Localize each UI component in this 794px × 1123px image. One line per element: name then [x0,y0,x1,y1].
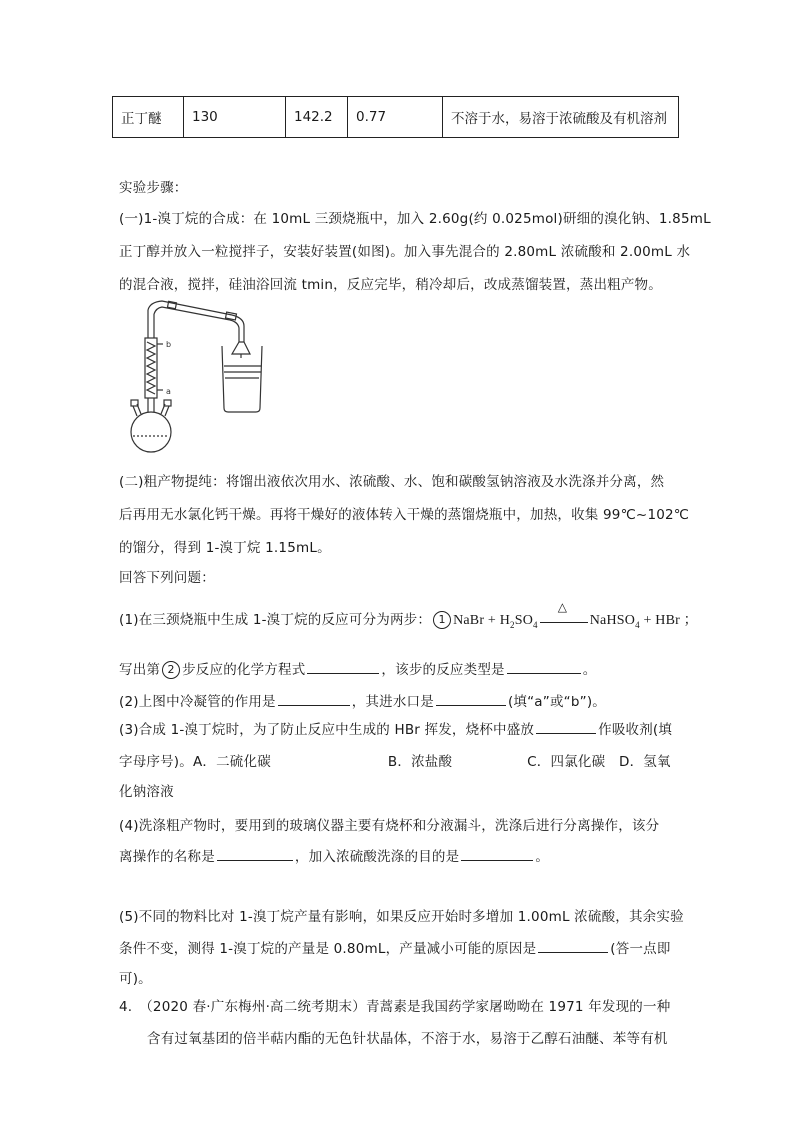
table-cell-name: 正丁醚 [113,97,184,138]
properties-table [112,96,679,138]
question-5: 条件不变，测得 1-溴丁烷的产量是 0.80mL，产量减小可能的原因是 (答一点即 [119,937,671,957]
reflux-apparatus-figure [128,298,268,460]
answer-prompt: 回答下列问题： [119,570,215,586]
table-cell-value: 0.77 [348,97,443,138]
question-5: 可)。 [119,971,152,987]
answer-blank[interactable] [538,938,608,953]
step1-line: 的混合液，搅拌，硅油浴回流 tmin，反应完毕，稍冷却后，改成蒸馏装置，蒸出粗产物。 [119,277,662,293]
answer-blank[interactable] [278,691,350,706]
question-4: 离操作的名称是 ，加入浓硫酸洗涤的目的是 。 [119,845,549,865]
step1-line: (一)1-溴丁烷的合成：在 10mL 三颈烧瓶中，加入 2.60g(约 0.025mol)研细的溴化钠、1.85mL [119,211,711,227]
table-cell-solubility: 不溶于水，易溶于浓硫酸及有机溶剂 [443,97,679,138]
reaction-equation: NaBr + $H_2SO_4$ △ NaHSO$_4$ + HBr ； [453,599,698,630]
question-1b: 写出第 2 步反应的化学方程式 ，该步的反应类型是 。 [119,658,596,679]
step2-line: 后再用无水氯化钙干燥。再将干燥好的液体转入干燥的蒸馏烧瓶中，加热，收集 99℃~102℃ [119,507,690,523]
inlet-label-b: b [166,340,172,349]
question-3-options: 字母序号)。A．二硫化碳 B．浓盐酸 C．四氯化碳 D．氢氧 [119,754,671,770]
problem-4: 4. （2020 春·广东梅州·高二统考期末）青蒿素是我国药学家屠呦呦在 1971 年发现的一种 [119,999,671,1015]
answer-blank[interactable] [307,659,379,674]
answer-blank[interactable] [461,846,533,861]
table-cell-value: 142.2 [286,97,348,138]
answer-blank[interactable] [536,719,596,734]
question-3: (3)合成 1-溴丁烷时，为了防止反应中生成的 HBr 挥发，烧杯中盛放 作吸收剂(填 [119,718,672,738]
answer-blank[interactable] [436,691,506,706]
inlet-label-a: a [166,387,171,396]
table-row [113,97,679,138]
step1-line: 正丁醇并放入一粒搅拌子，安装好装置(如图)。加入事先混合的 2.80mL 浓硫酸和 2.00mL 水 [119,244,691,260]
question-1: (1)在三颈烧瓶中生成 1-溴丁烷的反应可分为两步： 1 NaBr + $H_2SO_4$ △ NaHSO$_4$ + HBr ； [119,599,698,630]
step2-line: (二)粗产物提纯：将馏出液依次用水、浓硫酸、水、饱和碳酸氢钠溶液及水洗涤并分离，然 [119,474,665,490]
answer-blank[interactable] [507,659,581,674]
table-cell-value: 130 [184,97,286,138]
question-2: (2)上图中冷凝管的作用是 ，其进水口是 (填“a”或“b”)。 [119,690,606,710]
question-5: (5)不同的物料比对 1-溴丁烷产量有影响，如果反应开始时多增加 1.00mL 浓硫酸，其余实验 [119,909,684,925]
step-number-circle: 2 [162,661,180,679]
question-3-options: 化钠溶液 [119,784,174,800]
steps-title: 实验步骤： [119,180,188,196]
problem-4: 含有过氧基团的倍半萜内酯的无色针状晶体，不溶于水，易溶于乙醇石油醚、苯等有机 [147,1031,668,1047]
heat-arrow: △ [540,614,588,628]
step-number-circle: 1 [433,611,451,629]
question-4: (4)洗涤粗产物时，要用到的玻璃仪器主要有烧杯和分液漏斗，洗涤后进行分离操作，该分 [119,818,660,834]
answer-blank[interactable] [217,846,293,861]
step2-line: 的馏分，得到 1-溴丁烷 1.15mL。 [119,540,331,556]
